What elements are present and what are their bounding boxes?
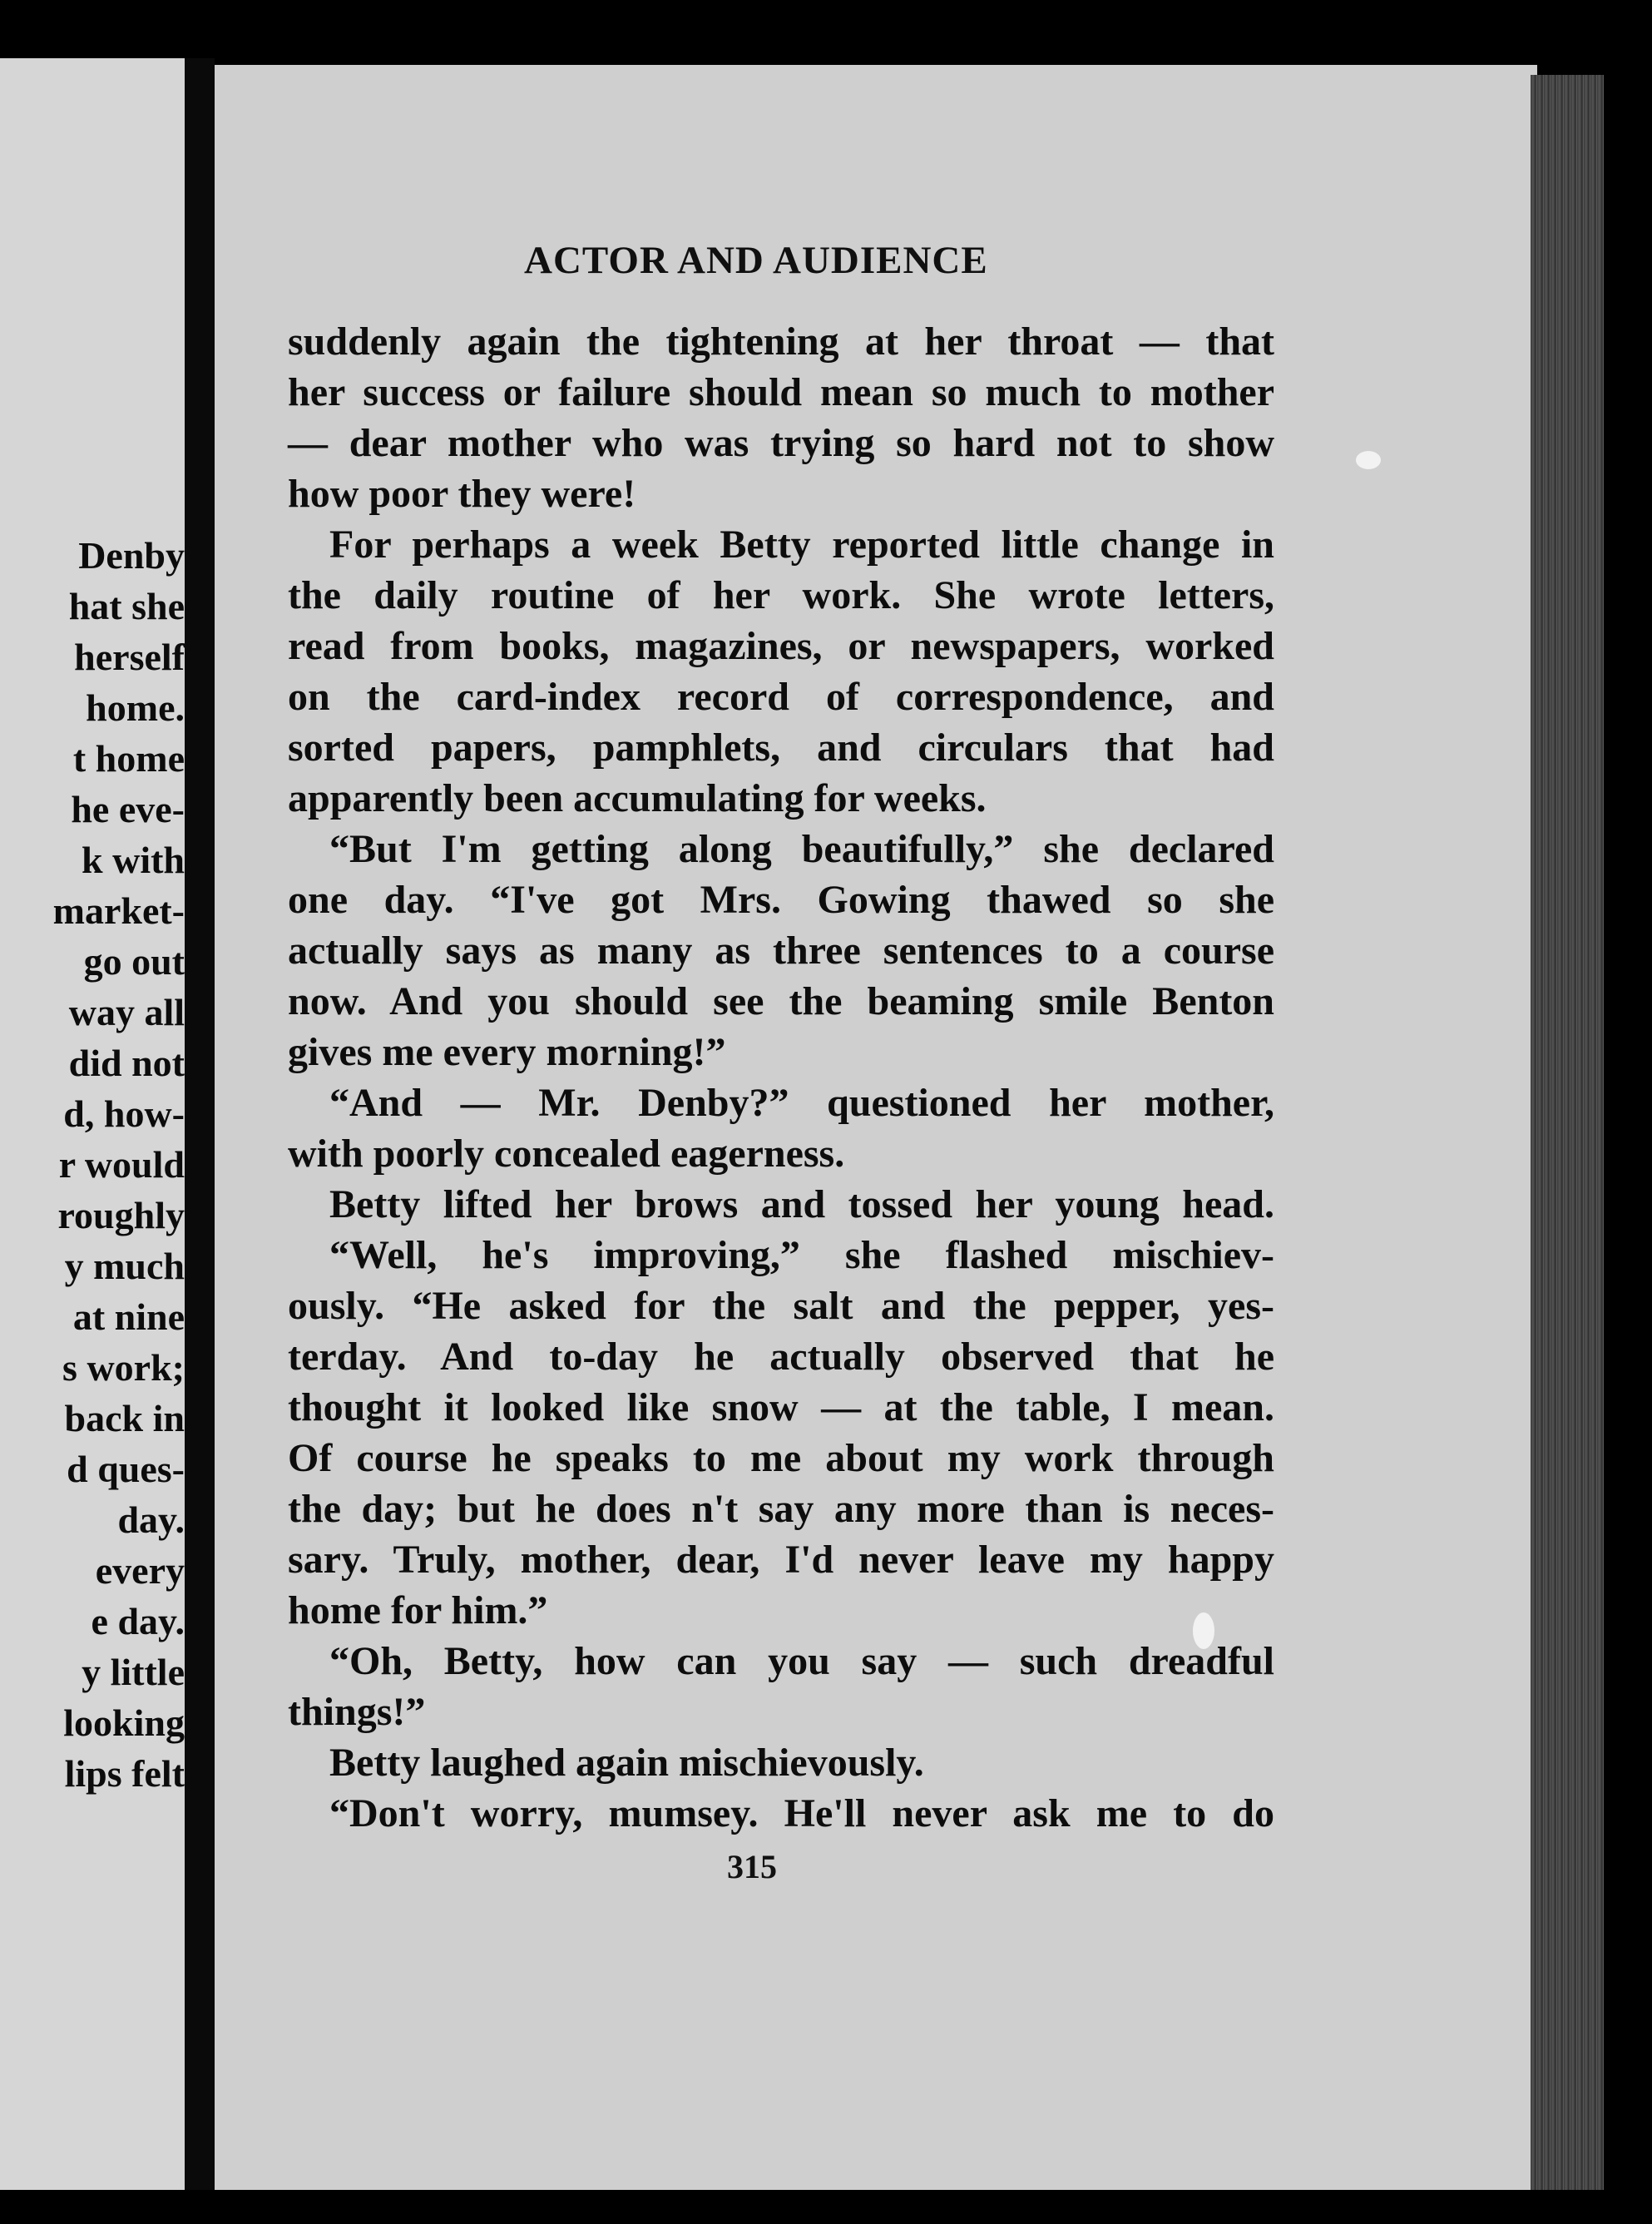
left-page-line: way all (68, 991, 185, 1033)
text-line: Of course he speaks to me about my work through (288, 1436, 1274, 1480)
text-line: her success or failure should mean so much to mother (288, 370, 1274, 414)
left-page-line: herself (74, 636, 185, 678)
left-page-line: back in (64, 1397, 185, 1439)
text-line: suddenly again the tightening at her throat — that (288, 319, 1274, 364)
left-facing-page (0, 58, 185, 2192)
left-page-line: go out (83, 940, 185, 983)
text-line: “Well, he's improving,” she flashed mischiev- (329, 1233, 1274, 1277)
left-page-line: home. (86, 686, 185, 729)
text-line: “Don't worry, mumsey. He'll never ask me to do (329, 1791, 1274, 1835)
text-line: with poorly concealed eagerness. (288, 1132, 845, 1176)
text-line: terday. And to-day he actually observed that he (288, 1335, 1274, 1379)
left-page-line: every (95, 1549, 185, 1592)
left-page-line: market- (52, 889, 185, 932)
text-line: things!” (288, 1690, 426, 1734)
page-number: 315 (727, 1848, 777, 1885)
scan-bottom-border (0, 2190, 1652, 2224)
left-page-line: d ques- (67, 1448, 185, 1490)
running-head: ACTOR AND AUDIENCE (524, 239, 988, 282)
text-line: ously. “He asked for the salt and the pepper, yes- (288, 1284, 1274, 1328)
scan-right-border (1604, 75, 1652, 2205)
text-line: the daily routine of her work. She wrote letters, (288, 573, 1274, 617)
left-page-line: Denby (78, 534, 185, 577)
left-page-line: d, how- (63, 1092, 185, 1135)
left-page-line: roughly (57, 1194, 185, 1236)
left-page-line: e day. (91, 1600, 185, 1642)
text-line: — dear mother who was trying so hard not to show (288, 421, 1274, 465)
left-page-line: y little (82, 1651, 185, 1693)
left-page-line: r would (58, 1143, 185, 1186)
page-edge-stack (1531, 75, 1605, 2205)
text-line: Betty laughed again mischievously. (329, 1741, 924, 1785)
text-line: how poor they were! (288, 472, 636, 516)
text-line: “And — Mr. Denby?” questioned her mother, (329, 1081, 1274, 1125)
text-line: sorted papers, pamphlets, and circulars that had (288, 726, 1274, 770)
left-page-line: did not (68, 1042, 185, 1084)
text-line: apparently been accumulating for weeks. (288, 776, 987, 820)
text-line: the day; but he does n't say any more than is neces- (288, 1487, 1274, 1531)
left-page-line: lips felt (64, 1752, 185, 1795)
left-page-line: t home (72, 737, 185, 780)
text-line: “But I'm getting along beautifully,” she declared (329, 827, 1274, 871)
text-line: on the card-index record of correspondence, and (288, 675, 1274, 719)
left-page-line: k with (82, 839, 185, 881)
left-page-line: hat she (68, 585, 185, 627)
text-line: one day. “I've got Mrs. Gowing thawed so she (288, 878, 1274, 922)
left-page-line: y much (64, 1245, 185, 1287)
text-line: For perhaps a week Betty reported little change in (329, 523, 1274, 567)
left-page-line: day. (117, 1498, 185, 1541)
book-gutter (185, 58, 215, 2192)
text-line: actually says as many as three sentences to a course (288, 929, 1274, 973)
text-line: “Oh, Betty, how can you say — such dreadful (329, 1639, 1274, 1683)
body-text (288, 316, 1274, 1839)
left-page-line: looking (63, 1701, 185, 1744)
text-line: thought it looked like snow — at the table, I mean. (288, 1385, 1274, 1429)
left-page-line: s work; (62, 1346, 185, 1389)
text-line: Betty lifted her brows and tossed her young head. (329, 1182, 1274, 1226)
text-line: now. And you should see the beaming smile Benton (288, 979, 1274, 1023)
text-line: read from books, magazines, or newspapers, worked (288, 624, 1274, 668)
text-line: home for him.” (288, 1588, 548, 1632)
text-line: sary. Truly, mother, dear, I'd never leave my happy (288, 1538, 1274, 1582)
left-page-line: at nine (72, 1295, 185, 1338)
text-line: gives me every morning!” (288, 1030, 726, 1074)
scan-top-border (0, 0, 1652, 67)
left-page-line: he eve- (71, 788, 185, 830)
paper-speck (1356, 451, 1381, 469)
